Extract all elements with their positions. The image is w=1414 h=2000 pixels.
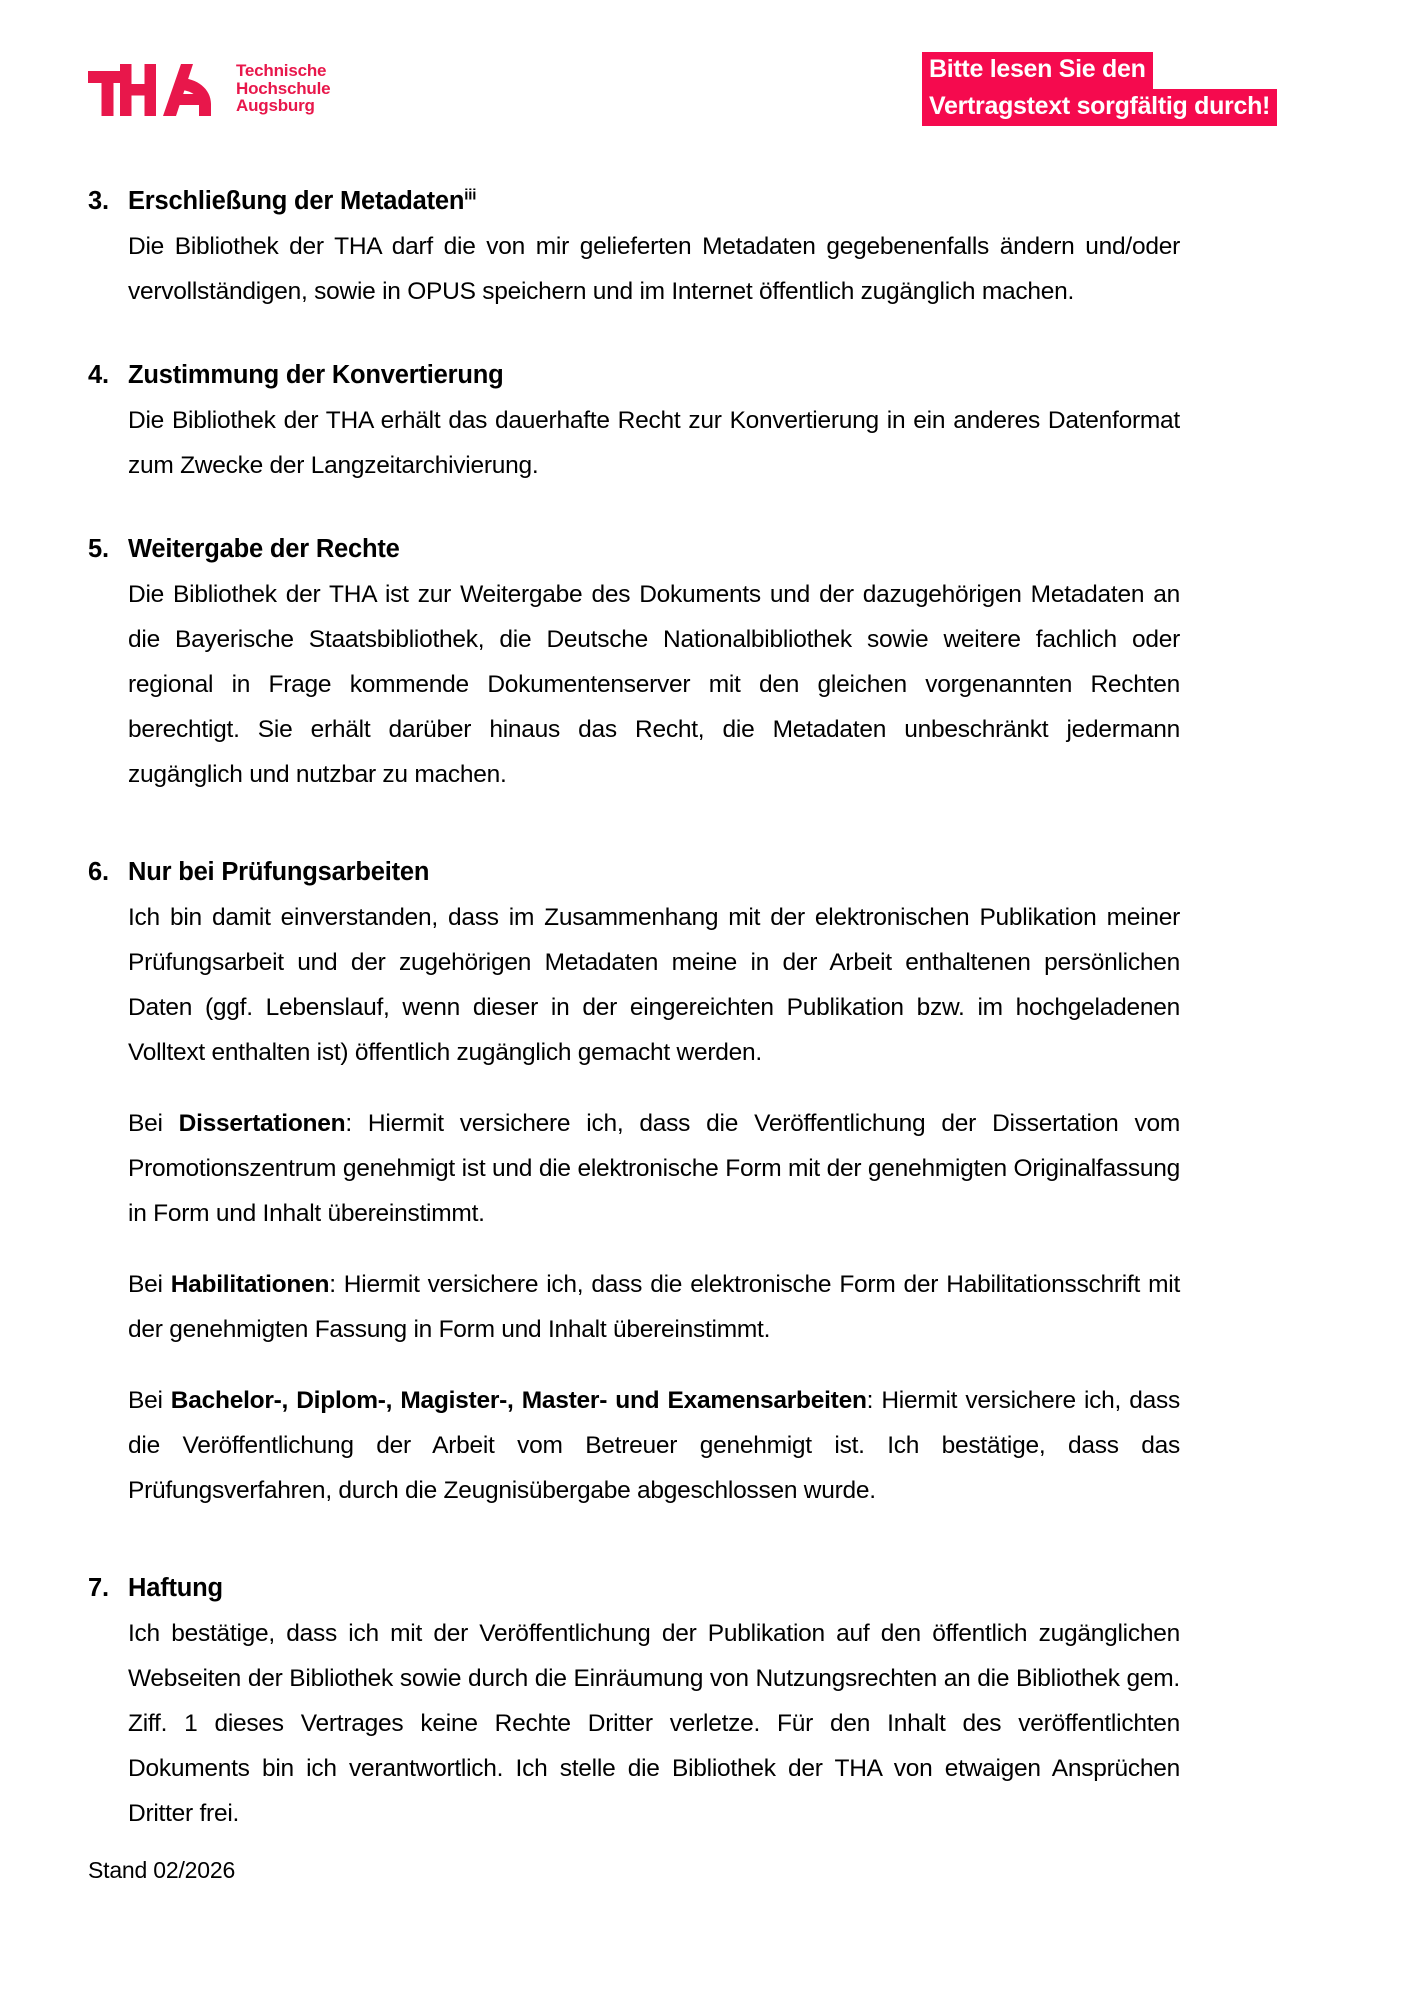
spacer xyxy=(88,797,1180,855)
contract-body xyxy=(88,184,1180,1836)
sub-rest: : Hiermit versichere ich, dass die Veröffentlichung der Arbeit vom Betreuer genehmigt ist. Ich bestätige, dass das Prüfungsverfahren, durch die Zeugnisübergabe abgeschlossen wurde. xyxy=(128,1387,1180,1504)
spacer xyxy=(88,1513,1180,1571)
sub-lead: Bei xyxy=(128,1271,171,1298)
section-4-number: 4. xyxy=(88,361,109,389)
page-footer xyxy=(88,1855,235,1885)
sub-bold-term: Dissertationen xyxy=(178,1110,346,1137)
section-3-body xyxy=(128,224,1180,314)
section-5-title: Weitergabe der Rechte xyxy=(128,535,400,563)
section-3-title xyxy=(128,184,476,218)
section-3-footnote-marker: iii xyxy=(464,186,477,204)
section-4-body xyxy=(128,398,1180,488)
sub-bold-term: Bachelor-, Diplom-, Magister-, Master- und Examensarbeiten xyxy=(170,1387,867,1414)
section-5-body xyxy=(128,572,1180,797)
tha-logo xyxy=(88,58,330,116)
section-6-subparagraph-dissertationen xyxy=(128,1101,1180,1236)
tha-logo-mark xyxy=(88,58,218,116)
section-7-body xyxy=(128,1611,1180,1836)
sub-lead: Bei xyxy=(128,1110,179,1137)
page-header xyxy=(0,48,1414,128)
section-6-heading xyxy=(88,855,1180,889)
footer-stand-label: Stand 02/2026 xyxy=(88,1857,236,1883)
notice-banner-line-2: Vertragstext sorgfältig durch! xyxy=(922,89,1277,126)
logo-word-line-1: Technische xyxy=(236,61,327,80)
section-6-body xyxy=(128,895,1180,1513)
section-5-paragraph-1: Die Bibliothek der THA ist zur Weitergabe des Dokuments und der dazugehörigen Metadaten an die Bayerische Staatsbibliothek, die Deutsche Nationalbibliothek sowie weitere fachlich oder regional in Frage kommende Dokumentenserver mit den gleichen vorgenannten Rechten berechtigt. Sie erhält darüber hinaus das Recht, die Metadaten unbeschränkt jedermann zugänglich und nutzbar zu machen. xyxy=(128,581,1180,788)
section-4-paragraph-1: Die Bibliothek der THA erhält das dauerhafte Recht zur Konvertierung in ein anderes Datenformat zum Zwecke der Langzeitarchivierung. xyxy=(128,407,1180,479)
notice-banner-line-1: Bitte lesen Sie den xyxy=(922,52,1153,89)
logo-word-line-2: Hochschule xyxy=(236,78,331,98)
section-3-heading xyxy=(88,184,1180,218)
section-7-number: 7. xyxy=(88,1574,109,1602)
section-7-title: Haftung xyxy=(128,1574,223,1602)
section-5-heading xyxy=(88,532,1180,566)
sub-bold-term: Habilitationen xyxy=(170,1271,330,1298)
notice-banner xyxy=(922,52,1362,126)
sub-rest: : Hiermit versichere ich, dass die Veröffentlichung der Dissertation vom Promotionszentrum genehmigt ist und die elektronische Form mit der genehmigten Originalfassung in Form und Inhalt übereinstimmt. xyxy=(128,1110,1180,1227)
section-3-number: 3. xyxy=(88,187,109,215)
section-6-subparagraph-habilitationen xyxy=(128,1262,1180,1352)
section-5-number: 5. xyxy=(88,535,109,563)
section-4-title: Zustimmung der Konvertierung xyxy=(128,361,504,389)
section-3-paragraph-1: Die Bibliothek der THA darf die von mir gelieferten Metadaten gegebenenfalls ändern und/oder vervollständigen, sowie in OPUS speichern und im Internet öffentlich zugänglich machen. xyxy=(128,233,1180,305)
section-7-paragraph-1: Ich bestätige, dass ich mit der Veröffentlichung der Publikation auf den öffentlich zugänglichen Webseiten der Bibliothek sowie durch die Einräumung von Nutzungsrechten an die Bibliothek gem. Ziff. 1 dieses Vertrages keine Rechte Dritter verletze. Für den Inhalt des veröffentlichten Dokuments bin ich verantwortlich. Ich stelle die Bibliothek der THA von etwaigen Ansprüchen Dritter frei. xyxy=(128,1620,1180,1827)
sub-rest: : Hiermit versichere ich, dass die elektronische Form der Habilitationsschrift mit der genehmigten Fassung in Form und Inhalt übereinstimmt. xyxy=(128,1271,1180,1343)
section-6-title: Nur bei Prüfungsarbeiten xyxy=(128,858,430,886)
section-6-subparagraph-abschlussarbeiten xyxy=(128,1378,1180,1513)
spacer xyxy=(88,314,1180,358)
section-4 xyxy=(88,358,1180,488)
section-6 xyxy=(88,855,1180,1513)
section-4-heading xyxy=(88,358,1180,392)
tha-logo-wordmark xyxy=(236,58,330,115)
spacer xyxy=(88,488,1180,532)
sub-lead: Bei xyxy=(128,1387,171,1414)
section-6-number: 6. xyxy=(88,858,109,886)
section-3-title-text: Erschließung der Metadaten xyxy=(128,187,465,215)
section-7-heading xyxy=(88,1571,1180,1605)
section-6-paragraph-1: Ich bin damit einverstanden, dass im Zusammenhang mit der elektronischen Publikation meiner Prüfungsarbeit und der zugehörigen Metadaten meine in der Arbeit enthaltenen persönlichen Daten (ggf. Lebenslauf, wenn dieser in der eingereichten Publikation bzw. im hochgeladenen Volltext enthalten ist) öffentlich zugänglich gemacht werden. xyxy=(128,904,1180,1066)
section-5 xyxy=(88,532,1180,797)
section-3 xyxy=(88,184,1180,314)
section-7 xyxy=(88,1571,1180,1836)
logo-word-line-3: Augsburg xyxy=(236,96,315,115)
